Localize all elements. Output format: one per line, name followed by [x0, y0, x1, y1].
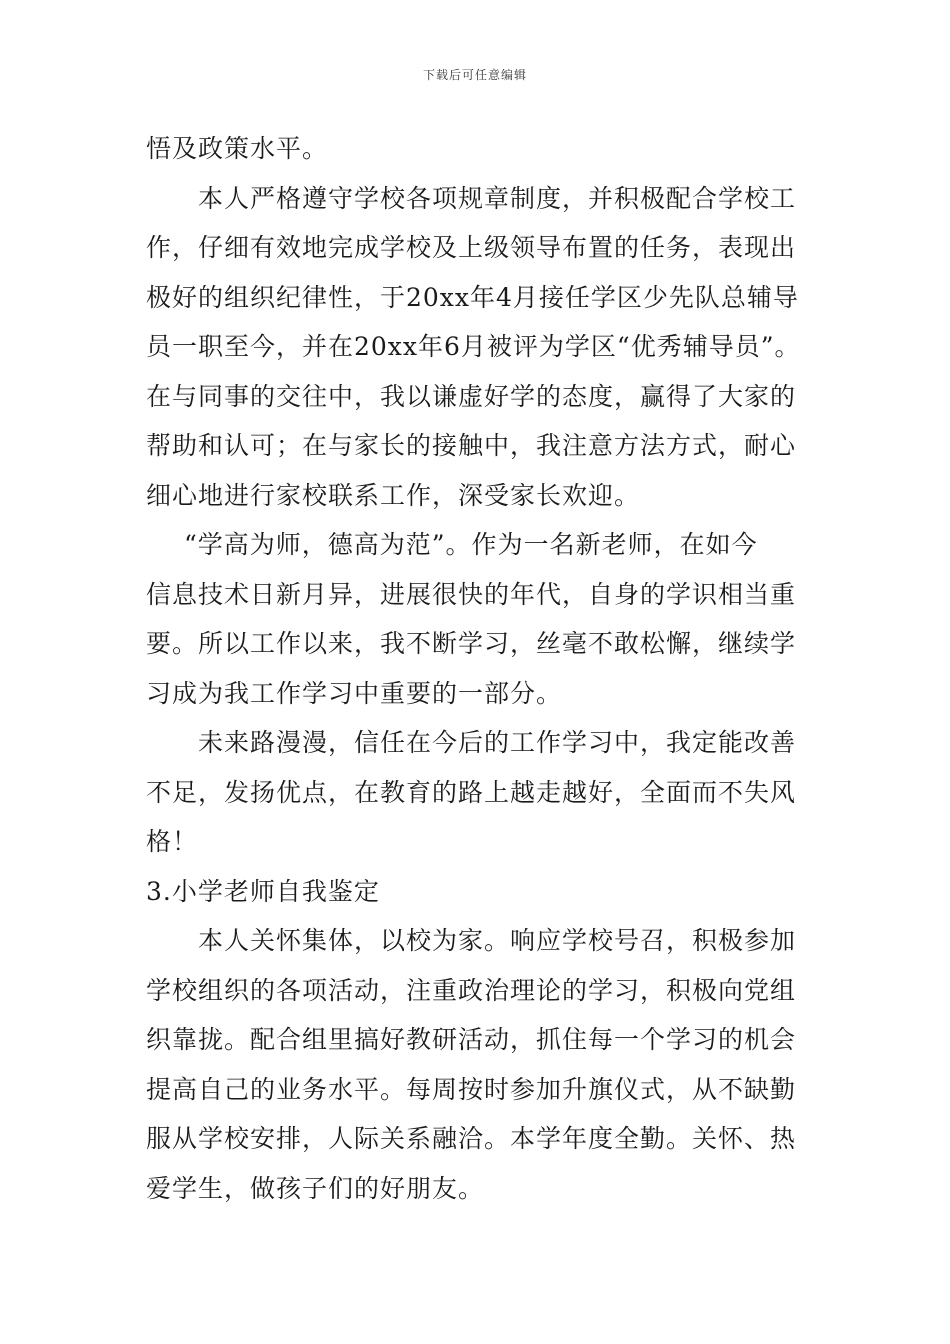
text-line: 织靠拢。配合组里搞好教研活动，抓住每一个学习的机会	[146, 1025, 797, 1054]
text-line: 爱学生，做孩子们的好朋友。	[146, 1173, 485, 1203]
text-line: 在与同事的交往中，我以谦虚好学的态度，赢得了大家的	[146, 381, 797, 411]
paragraph-start-line: 本人严格遵守学校各项规章制度，并积极配合学校工	[198, 183, 797, 213]
text-line: 细心地进行家校联系工作，深受家长欢迎。	[146, 480, 641, 510]
page-header-note: 下载后可任意编辑	[422, 68, 527, 82]
text-line: 员一职至今，并在20xx年6月被评为学区“优秀辅导员”。	[146, 332, 801, 361]
paragraph-start-line: “学高为师，德高为范”。作为一名新老师，在如今	[184, 530, 758, 559]
text-line: 作，仔细有效地完成学校及上级领导布置的任务，表现出	[146, 233, 797, 262]
text-line: 提高自己的业务水平。每周按时参加升旗仪式，从不缺勤	[146, 1074, 797, 1104]
document-body	[146, 124, 818, 1213]
paragraph-start-line: 本人关怀集体，以校为家。响应学校号召，积极参加	[198, 926, 797, 955]
text-line: 学校组织的各项活动，注重政治理论的学习，积极向党组	[146, 975, 797, 1005]
text-line: 要。所以工作以来，我不断学习，丝毫不敢松懈，继续学	[146, 629, 797, 658]
text-line: 信息技术日新月异，进展很快的年代，自身的学识相当重	[146, 579, 797, 609]
section-heading: 3.小学老师自我鉴定	[146, 876, 380, 906]
text-line: 极好的组织纪律性，于20xx年4月接任学区少先队总辅导	[146, 282, 799, 312]
text-line: 悟及政策水平。	[146, 134, 329, 163]
text-line: 帮助和认可；在与家长的接触中，我注意方法方式，耐心	[146, 431, 797, 460]
text-line: 不足，发扬优点，在教育的路上越走越好，全面而不失风	[146, 777, 797, 807]
text-line: 习成为我工作学习中重要的一部分。	[146, 678, 563, 708]
text-line: 服从学校安排，人际关系融洽。本学年度全勤。关怀、热	[146, 1124, 797, 1153]
paragraph-start-line: 未来路漫漫，信任在今后的工作学习中，我定能改善	[198, 728, 797, 757]
text-line: 格！	[146, 827, 199, 856]
